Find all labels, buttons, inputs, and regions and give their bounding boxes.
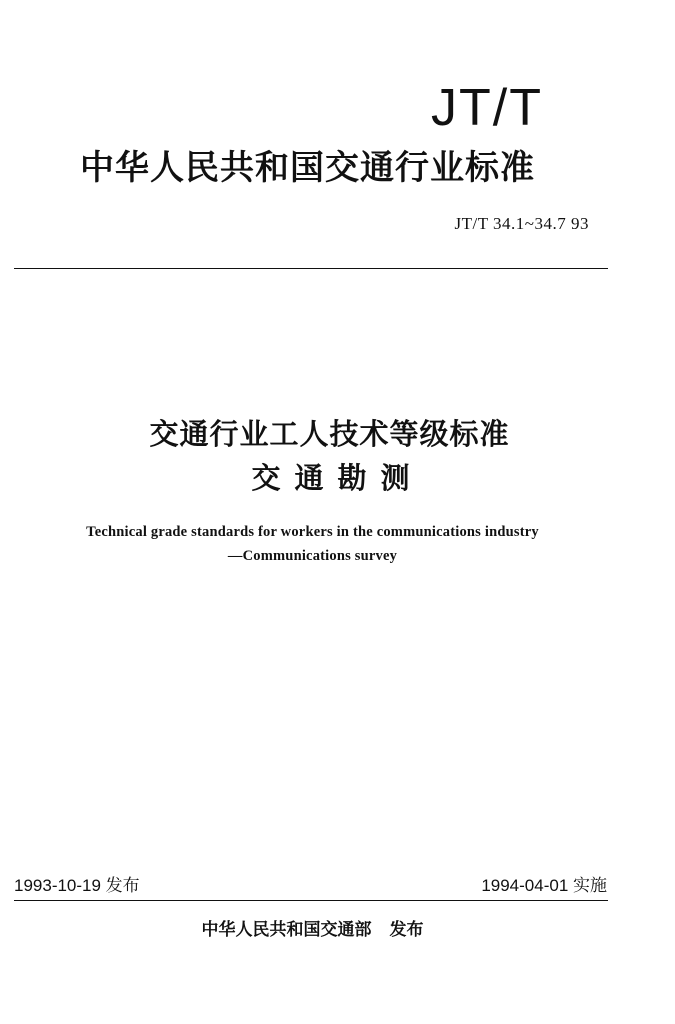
top-divider xyxy=(14,268,608,269)
publisher-name: 中华人民共和国交通部 xyxy=(201,920,372,940)
standard-number: JT/T 34.1~34.7 93 xyxy=(454,214,589,233)
english-title-line-2: —Communications survey xyxy=(227,548,398,564)
organization-title: 中华人民共和国交通行业标准 xyxy=(80,148,535,188)
implementation-date: 1994-04-01 实施 xyxy=(481,876,607,895)
chinese-title-line-1: 交通行业工人技术等级标准 xyxy=(149,417,510,451)
publisher-line xyxy=(0,915,625,940)
bottom-divider xyxy=(14,900,608,901)
chinese-title-line-2: 交通勘测 xyxy=(251,461,424,495)
english-title-line-1: Technical grade standards for workers in the communications industry xyxy=(86,524,539,540)
issue-date: 1993-10-19 发布 xyxy=(14,876,140,895)
publisher-action: 发布 xyxy=(389,920,424,940)
standard-code: JT/T xyxy=(431,79,543,137)
